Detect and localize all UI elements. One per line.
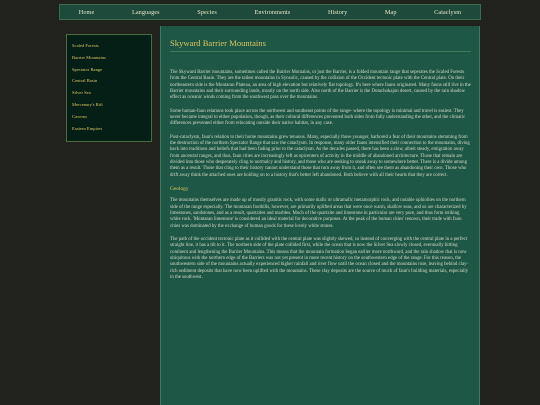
nav-home[interactable]: Home bbox=[78, 8, 95, 16]
page-title: Skyward Barrier Mountains bbox=[170, 38, 471, 52]
sidebar-item-spectator-range[interactable]: Spectator Range bbox=[72, 66, 103, 72]
sidebar-item-eastern-empires[interactable]: Eastern Empires bbox=[72, 125, 103, 131]
post-cataclysm-paragraph: Post-cataclysm, faun's relation to their home mountains grew tenuous. Many, especially those younger, harbored a fear of their mountains stemming from the destruction of the northern Spectator Range that saw the cataclysm. In response, many older fauns intensified their connection to the mountains, diving back into traditions and beliefs that had been fading prior to the cataclysm. As the decades passed, there has been a slow, albeit steady, emigration away from ancestral ranges, and thus, faun cities are increasingly left as epicenters of activity in the middle of abandoned architecture. Those that remain are divided into those who desperately cling to normalcy and history, and those who are seeking to sneak away to somewhere better. There is a divide among them as a result. Those that cling to their history cannot understand those that turn away from it, and often see them as abandoning their own. Those who drift away think the attached ones are holding on to a history that's better left abandoned. Both believe with all their hearts that they are correct. bbox=[170, 134, 470, 178]
sidebar-item-caverns[interactable]: Caverns bbox=[72, 113, 88, 119]
sidebar-item-barrier-mountains[interactable]: Barrier Mountains bbox=[72, 54, 106, 60]
sidebar-item-scaled-forests[interactable]: Scaled Forests bbox=[72, 43, 99, 48]
geology-rock-paragraph: The mountains themselves are made up of mostly granitic rock, with some mafic or ultramafic metamorphic rock, and notable ophiolites on the northern side of the range especially. The montaran foothills, however, are primarily uplifted areas that were once warm, shallow seas, and so are characterized by limestones, sandstones, and as a result, quartzites and marbles. Much of the quartzite and limestone in particular are very pure, and thus form striking white rock. 'Montaran limestone' is considered an ideal material for decorative purposes. At the peak of the human cities' renown, their trade with faun cities was dominated by the exchange of human goods for these lovely white stones. bbox=[170, 198, 467, 229]
sidebar bbox=[66, 34, 152, 142]
nav-history[interactable]: History bbox=[328, 8, 348, 16]
nav-species[interactable]: Species bbox=[197, 8, 217, 16]
sidebar-item-mercenarys-rift[interactable]: Mercenary's Rift bbox=[72, 101, 103, 107]
nav-environments[interactable]: Environments bbox=[254, 8, 291, 16]
geology-tectonic-paragraph: The path of the occident tectonic plate as it collided with the central plate was slightly skewed, so instead of converging with the central plate in a perfect straight line, it has a tilt to it. The northern side of the plate collided first, while the ocean that is now the Silver Sea slowly closed, eventually hitting continent and lengthening the Barrier Mountains. This means that the mountain formation began earlier more northward, and the rain shadow that is now ubiquitous with the northern edge of the Barriers was not yet present in more recent history on the southwestern edge of the range. For this reason, the southwestern side of the mountains actually experienced higher rainfall and river flow until the ocean closed and the mountains rose, leaving behind clay-rich sediment deposits that have now been uplifted with the mountains. These clay deposits are the source of much of faun's building materials, especially in the southwest. bbox=[170, 236, 469, 280]
sidebar-item-central-basin[interactable]: Central Basin bbox=[72, 78, 98, 84]
top-navigation bbox=[59, 4, 481, 20]
intro-paragraph: The Skyward Barrier mountains, sometimes called the Barrier Montains, or just the Barrier, is a folded mountain range that seperates the Scaled Forests from the Central Basin. They are the tallest mountains in Synsolic, caused by the collision of the Occident tectonic plate with the Central plate. On their northeastern side is the Montaran Plateau, an area of high elevation but relatively flat topology. It's here where fauns originated. Many fauns still live in the Barrier mountains and their surrounding lands, mostly on the north side. Also north of the Barrier is the Dotachokajon desert, caused by the rain shadow effect as oceanic winds coming from the southwest pass over the mountains. bbox=[170, 70, 471, 101]
nav-cataclysm[interactable]: Cataclysm bbox=[434, 8, 462, 16]
nav-languages[interactable]: Languages bbox=[131, 8, 160, 16]
nav-map[interactable]: Map bbox=[384, 8, 397, 16]
sidebar-item-silver-sea[interactable]: Silver Sea bbox=[72, 90, 91, 96]
main-content bbox=[160, 26, 480, 405]
relations-paragraph: Some human-faun relations took place across the northwest and southeast points of the range- where the topology is minimal and travel is easiest. They never became integral to either population, though, as their cultural differences prevented both sides from fully understanding the other, and the climatic differences prevented either from relocating outside their native habitat, in any case. bbox=[170, 108, 466, 127]
geology-heading: Geology bbox=[170, 186, 189, 193]
